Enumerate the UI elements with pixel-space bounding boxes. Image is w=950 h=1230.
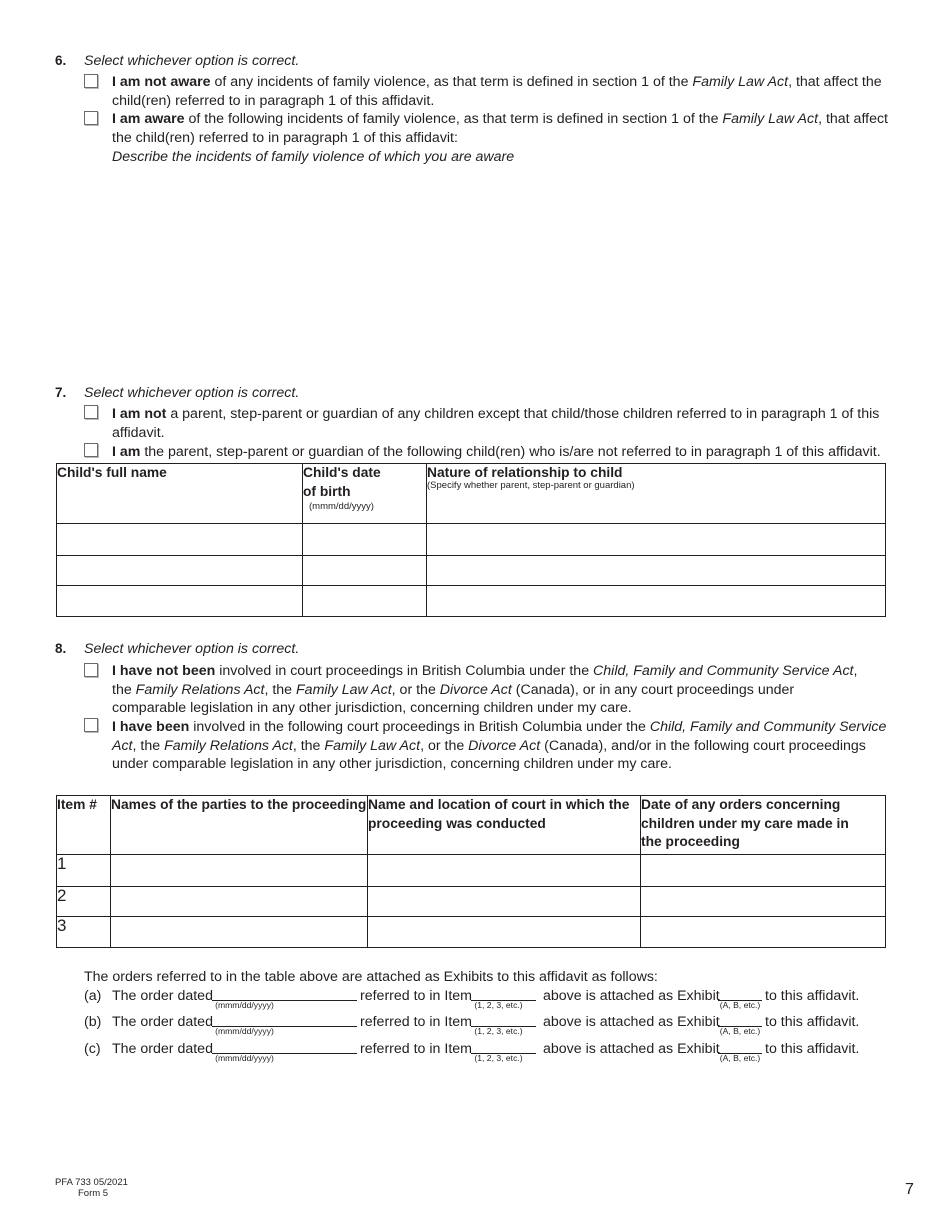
exhibit-letter-field[interactable] (718, 1038, 762, 1054)
exhibit-hint: (A, B, etc.) (719, 1000, 761, 1010)
section-6-option-2-checkbox[interactable] (84, 111, 98, 125)
item-number-cell: 1 (57, 855, 111, 887)
children-table (56, 463, 886, 617)
section-7-option-1-checkbox[interactable] (84, 405, 98, 419)
section-6-instruction: Select whichever option is correct. (84, 53, 300, 69)
section-6-number: 6. (55, 53, 67, 68)
court-cell[interactable] (368, 917, 641, 948)
relationship-cell[interactable] (427, 524, 886, 556)
date-hint: (mmm/dd/yyyy) (215, 1000, 274, 1010)
section-6-option-1-checkbox[interactable] (84, 74, 98, 88)
referred-text: referred to in Item (360, 1041, 472, 1057)
date-hint: (mmm/dd/yyyy) (215, 1053, 274, 1063)
item-hint: (1, 2, 3, etc.) (474, 1026, 523, 1036)
order-date-cell[interactable] (641, 855, 886, 887)
order-date-field[interactable] (212, 1011, 357, 1027)
parties-cell[interactable] (111, 887, 368, 917)
exhibit-letter-field[interactable] (718, 1011, 762, 1027)
order-date-field[interactable] (212, 1038, 357, 1054)
court-cell[interactable] (368, 887, 641, 917)
child-name-cell[interactable] (57, 586, 303, 617)
exhibit-letter-field[interactable] (718, 985, 762, 1001)
parties-cell[interactable] (111, 917, 368, 948)
date-hint: (mmm/dd/yyyy) (215, 1026, 274, 1036)
table-row (57, 855, 886, 887)
section-8-number: 8. (55, 641, 67, 656)
table-row (57, 917, 886, 948)
form-name: Form 5 (78, 1188, 109, 1199)
section-7-option-2-text: I am the parent, step-parent or guardian of the following child(ren) who is/are not referred to in paragraph 1 of this affidavit. (112, 444, 881, 460)
relationship-cell[interactable] (427, 586, 886, 617)
table-row (57, 556, 886, 586)
order-date-cell[interactable] (641, 917, 886, 948)
item-number-cell: 3 (57, 917, 111, 948)
child-name-cell[interactable] (57, 524, 303, 556)
parties-cell[interactable] (111, 855, 368, 887)
section-7-option-1-text: I am not a parent, step-parent or guardian of any children except that child/those children referred to in paragraph 1 of this affidavit. (112, 406, 880, 441)
page-number: 7 (905, 1181, 914, 1198)
section-6-describe-label: Describe the incidents of family violence of which you are aware (112, 149, 515, 165)
child-dob-cell[interactable] (303, 556, 427, 586)
parties-header: Names of the parties to the proceeding (111, 796, 368, 855)
section-7-option-2-checkbox[interactable] (84, 443, 98, 457)
referred-text: referred to in Item (360, 988, 472, 1004)
order-dated-text: The order dated (112, 1041, 213, 1057)
child-name-cell[interactable] (57, 556, 303, 586)
section-8-instruction: Select whichever option is correct. (84, 641, 300, 657)
item-number-header: Item # (57, 796, 111, 855)
section-6-option-2-text: I am aware of the following incidents of family violence, as that term is defined in section 1 of the Family Law Act, that affect the child(ren) referred to in paragraph 1 of this affidavit: (112, 111, 888, 146)
item-hint: (1, 2, 3, etc.) (474, 1000, 523, 1010)
children-table-header (57, 464, 886, 524)
order-dated-text: The order dated (112, 1014, 213, 1030)
order-date-cell[interactable] (641, 887, 886, 917)
item-number-field[interactable] (471, 1038, 536, 1054)
item-hint: (1, 2, 3, etc.) (474, 1053, 523, 1063)
proceedings-table-header (57, 796, 886, 855)
order-date-field[interactable] (212, 985, 357, 1001)
section-7-instruction: Select whichever option is correct. (84, 385, 300, 401)
table-row (57, 586, 886, 617)
to-affidavit-text: to this affidavit. (765, 1014, 860, 1030)
form-code: PFA 733 05/2021 (55, 1177, 128, 1188)
section-6-option-1-text: I am not aware of any incidents of family violence, as that term is defined in section 1 of the Family Law Act, that affect the child(ren) referred to in paragraph 1 of this affidavit. (112, 74, 882, 109)
section-8-option-1-checkbox[interactable] (84, 663, 98, 677)
child-dob-header: Child's date of birth (mmm/dd/yyyy) (303, 464, 427, 524)
exhibit-label: (a) (84, 988, 102, 1004)
exhibit-hint: (A, B, etc.) (719, 1026, 761, 1036)
above-text: above is attached as Exhibit (543, 1041, 720, 1057)
child-dob-cell[interactable] (303, 586, 427, 617)
table-row (57, 887, 886, 917)
above-text: above is attached as Exhibit (543, 988, 720, 1004)
proceedings-table (56, 795, 886, 948)
item-number-field[interactable] (471, 985, 536, 1001)
child-name-header: Child's full name (57, 464, 303, 524)
relationship-header: Nature of relationship to child (Specify whether parent, step-parent or guardian) (427, 464, 886, 524)
order-date-header: Date of any orders concerning children under my care made in the proceeding (641, 796, 886, 855)
section-8-option-2-checkbox[interactable] (84, 718, 98, 732)
to-affidavit-text: to this affidavit. (765, 988, 860, 1004)
exhibit-label: (b) (84, 1014, 102, 1030)
child-dob-cell[interactable] (303, 524, 427, 556)
exhibit-hint: (A, B, etc.) (719, 1053, 761, 1063)
relationship-cell[interactable] (427, 556, 886, 586)
referred-text: referred to in Item (360, 1014, 472, 1030)
to-affidavit-text: to this affidavit. (765, 1041, 860, 1057)
order-dated-text: The order dated (112, 988, 213, 1004)
court-header: Name and location of court in which the proceeding was conducted (368, 796, 641, 855)
section-8-option-2-text: I have been involved in the following court proceedings in British Columbia under the Child, Family and Community Service Act, the Family Relations Act, the Family Law Act, or the Divorce Act (Canada), and/or in the following court proceedings under comparable legislation in any other jurisdiction, concerning children under my care. (112, 719, 887, 773)
exhibits-intro: The orders referred to in the table above are attached as Exhibits to this affidavit as follows: (84, 969, 658, 985)
above-text: above is attached as Exhibit (543, 1014, 720, 1030)
table-row (57, 524, 886, 556)
section-8-option-1-text: I have not been involved in court proceedings in British Columbia under the Child, Family and Community Service Act, the Family Relations Act, the Family Law Act, or the Divorce Act (Canada), or in any court proceedings under comparable legislation in any other jurisdiction, concerning children under my care. (112, 663, 858, 717)
court-cell[interactable] (368, 855, 641, 887)
exhibit-label: (c) (84, 1041, 101, 1057)
item-number-cell: 2 (57, 887, 111, 917)
section-7-number: 7. (55, 385, 67, 400)
family-violence-description-field[interactable] (112, 170, 892, 370)
item-number-field[interactable] (471, 1011, 536, 1027)
